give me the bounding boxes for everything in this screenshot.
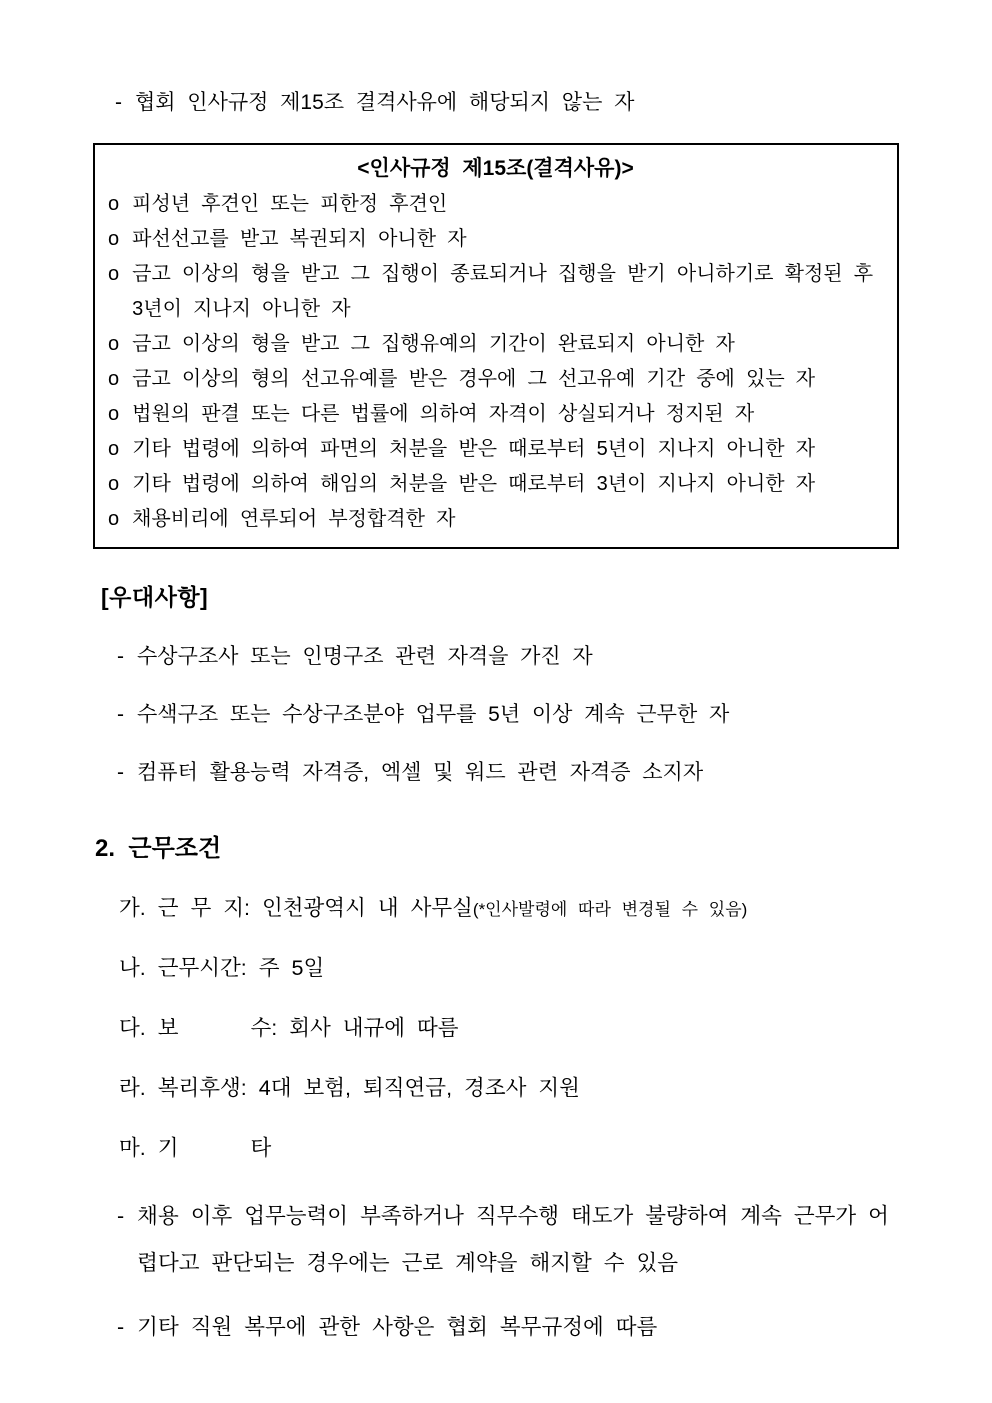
circle-bullet: o [108,508,120,530]
rule-box-title: <인사규정 제15조(결격사유)> [357,157,634,180]
condition-etc [119,1135,899,1163]
rule-item-text: 금고 이상의 형의 선고유예를 받은 경우에 그 선고유예 기간 중에 있는 자 [132,368,816,390]
rule-item [108,327,883,362]
condition-hours [119,955,899,983]
preferred-item-text: 컴퓨터 활용능력 자격증, 엑셀 및 워드 관련 자격증 소지자 [137,761,704,784]
preferred-item [117,644,899,670]
preferred-item-text: 수상구조사 또는 인명구조 관련 자격을 가진 자 [137,645,593,668]
preferred-section-heading: [우대사항] [101,584,209,610]
rule-item-text: 법원의 판결 또는 다른 법률에 의하여 자격이 상실되거나 정지된 자 [132,403,755,425]
dash-bullet: - [117,703,124,726]
circle-bullet: o [108,438,120,460]
circle-bullet: o [108,228,120,250]
rule-item-text: 피성년 후견인 또는 피한정 후견인 [132,193,448,215]
condition-benefits [119,1075,899,1103]
etc-note [117,1193,899,1288]
condition-note: (*인사발령에 따라 변경될 수 있음) [472,900,748,919]
eligibility-text: 협회 인사규정 제15조 결격사유에 해당되지 않는 자 [135,91,635,114]
circle-bullet: o [108,473,120,495]
condition-text: 다. 보 수: 회사 내규에 따름 [119,1016,459,1040]
etc-note-text: 기타 직원 복무에 관한 사항은 협회 복무규정에 따름 [137,1314,658,1339]
etc-note [117,1314,899,1341]
condition-text: 마. 기 타 [119,1136,272,1160]
preferred-item [117,702,899,728]
rule-item [108,222,883,257]
rule-item-text: 채용비리에 연루되어 부정합격한 자 [132,508,456,530]
rule-item-text: 파선선고를 받고 복권되지 아니한 자 [132,228,467,250]
work-conditions-heading: 2. 근무조건 [95,835,222,862]
rule-item-text: 기타 법령에 의하여 파면의 처분을 받은 때로부터 5년이 지나지 아니한 자 [132,438,816,460]
circle-bullet: o [108,368,120,390]
rule-item [108,397,883,432]
eligibility-line [115,90,899,116]
circle-bullet: o [108,333,120,355]
dash-bullet: - [117,1314,125,1339]
dash-bullet: - [117,645,124,668]
condition-text: 나. 근무시간: 주 5일 [119,956,325,980]
circle-bullet: o [108,193,120,215]
rule-item-text: 금고 이상의 형을 받고 그 집행유예의 기간이 완료되지 아니한 자 [132,333,735,355]
rule-item [108,502,883,537]
condition-text: 라. 복리후생: 4대 보험, 퇴직연금, 경조사 지원 [119,1076,580,1100]
etc-note-text: 채용 이후 업무능력이 부족하거나 직무수행 태도가 불량하여 계속 근무가 어렵다고 판단되는 경우에는 근로 계약을 해지할 수 있음 [137,1204,889,1276]
dash-bullet: - [115,91,122,114]
circle-bullet: o [108,403,120,425]
rule-item-text: 금고 이상의 형을 받고 그 집행이 종료되거나 집행을 받기 아니하기로 확정된 후 3년이 지나지 아니한 자 [132,263,874,320]
rule-item [108,467,883,502]
rule-item [108,432,883,467]
condition-pay [119,1015,899,1043]
preferred-item-text: 수색구조 또는 수상구조분야 업무를 5년 이상 계속 근무한 자 [137,703,730,726]
circle-bullet: o [108,263,120,285]
dash-bullet: - [117,761,124,784]
condition-workplace [119,895,899,923]
disqualification-rule-box [93,143,899,549]
rule-item [108,257,883,327]
preferred-item [117,760,899,786]
condition-text: 가. 근 무 지: 인천광역시 내 사무실 [119,896,473,920]
rule-item-text: 기타 법령에 의하여 해임의 처분을 받은 때로부터 3년이 지나지 아니한 자 [132,473,816,495]
dash-bullet: - [117,1204,125,1228]
rule-item [108,187,883,222]
rule-item [108,362,883,397]
